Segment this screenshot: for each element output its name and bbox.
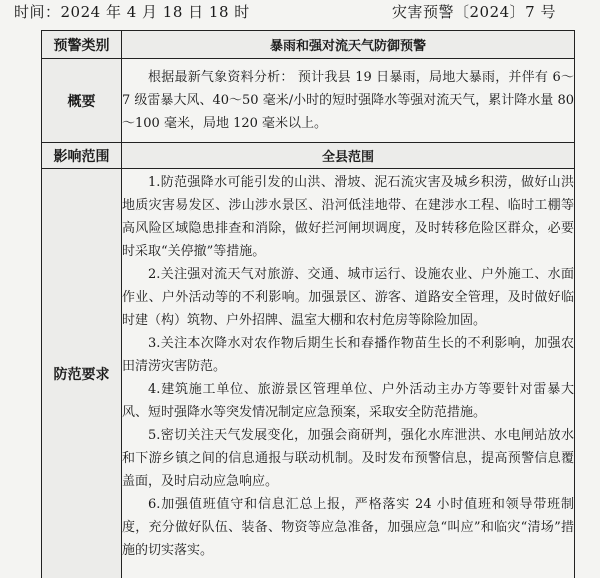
warning-number: 灾害预警〔2024〕7 号 [392,3,556,21]
row-summary [42,59,575,143]
document-header [0,0,600,26]
summary-text: 根据最新气象资料分析： 预计我县 19 日暴雨，局地大暴雨，并伴有 6～7 级雷暴大风、40～50 毫米/小时的短时强降水等强对流天气，累计降水量 80～100 毫米，局地 120 毫米以上。 [122,70,574,131]
issue-time [14,0,250,24]
requirements-cell [122,169,575,578]
summary-cell [122,59,575,143]
requirement-item: 2.关注强对流天气对旅游、交通、城市运行、设施农业、户外施工、水面作业、户外活动等的不利影响。加强景区、游客、道路安全管理，及时做好临时建（构）筑物、户外招牌、温室大棚和农村危房等除险加固。 [122,267,574,328]
requirement-item: 1.防范强降水可能引发的山洪、滑坡、泥石流灾害及城乡积涝，做好山洪地质灾害易发区、涉山涉水景区、沿河低洼地带、在建涉水工程、临时工棚等高风险区域隐患排查和消除，做好拦河闸坝调度，及时转移危险区群众，必要时采取“关停撤”等措施。 [122,175,574,259]
requirements-label: 防范要求 [42,169,122,578]
requirement-item: 5.密切关注天气发展变化，加强会商研判，强化水库泄洪、水电闸站放水和下游乡镇之间的信息通报与联动机制。及时发布预警信息，提高预警信息覆盖面，及时启动应急响应。 [122,428,574,489]
warning-type-label: 预警类别 [42,31,122,59]
warning-type-value: 暴雨和强对流天气防御预警 [122,31,575,59]
requirement-item: 3.关注本次降水对农作物后期生长和春播作物苗生长的不利影响，加强农田清涝灾害防范。 [122,336,574,374]
summary-label: 概要 [42,59,122,143]
row-warning-type [42,31,575,59]
row-impact-scope [42,143,575,169]
impact-scope-value: 全县范围 [122,143,575,169]
requirement-item: 6.加强值班值守和信息汇总上报，严格落实 24 小时值班和领导带班制度，充分做好队伍、装备、物资等应急准备，加强应急“叫应”和临灾“清场”措施的切实落实。 [122,497,574,558]
impact-scope-label: 影响范围 [42,143,122,169]
row-requirements [42,169,575,578]
time-label: 时间： [14,3,61,21]
warning-table [41,30,575,578]
requirements-list [122,169,574,562]
requirement-item: 4.建筑施工单位、旅游景区管理单位、户外活动主办方等要针对雷暴大风、短时强降水等突发情况制定应急预案，采取安全防范措施。 [122,382,574,420]
time-value: 2024 年 4 月 18 日 18 时 [60,3,250,21]
